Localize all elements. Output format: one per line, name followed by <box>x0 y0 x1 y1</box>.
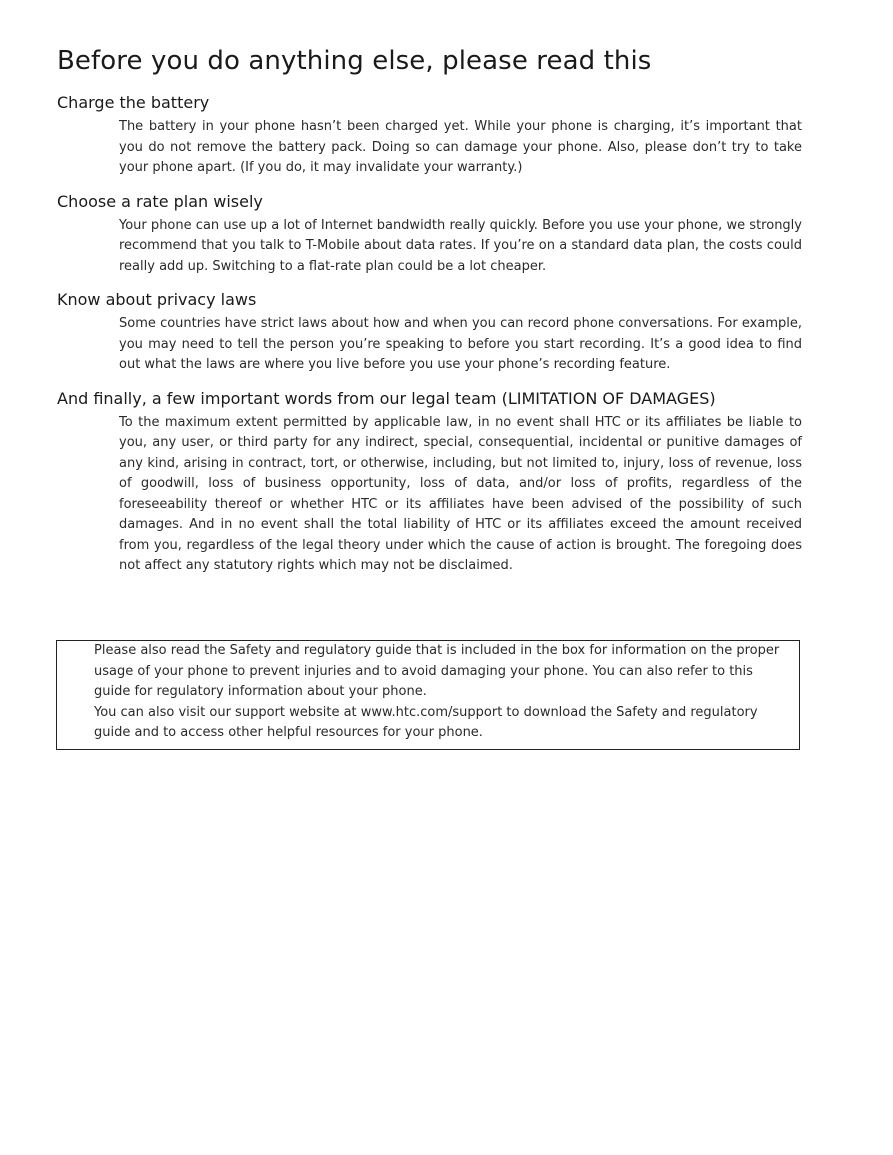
page-title: Before you do anything else, please read this <box>57 46 652 76</box>
section-heading: And finally, a few important words from our legal team (LIMITATION OF DAMAGES) <box>57 388 716 408</box>
section-charge-battery <box>57 92 802 179</box>
section-heading: Choose a rate plan wisely <box>57 191 263 211</box>
section-legal-limitation <box>57 388 802 577</box>
note-box <box>56 640 800 750</box>
document-page <box>57 44 802 589</box>
section-rate-plan <box>57 191 802 278</box>
section-body: The battery in your phone hasn’t been charged yet. While your phone is charging, it’s important that you do not remove the battery pack. Doing so can damage your phone. Also, please don’t try to take your phone apart. (If you do, it may invalidate your warranty.) <box>119 119 802 175</box>
note-paragraph: Please also read the Safety and regulatory guide that is included in the box for information on the proper usage of your phone to prevent injuries and to avoid damaging your phone. You can also refer to this guide for regulatory information about your phone. <box>94 643 780 699</box>
section-body: Some countries have strict laws about how and when you can record phone conversations. For example, you may need to tell the person you’re speaking to before you start recording. It’s a good idea to find out what the laws are where you live before you use your phone’s recording feature. <box>119 316 802 372</box>
section-heading: Know about privacy laws <box>57 290 257 309</box>
section-privacy-laws <box>57 289 802 376</box>
section-heading: Charge the battery <box>57 93 210 112</box>
note-paragraph: You can also visit our support website at www.htc.com/support to download the Safety and regulatory guide and to access other helpful resources for your phone. <box>94 704 758 740</box>
section-body: To the maximum extent permitted by applicable law, in no event shall HTC or its affiliates be liable to you, any user, or third party for any indirect, special, consequential, incidental or punitive damages of any kind, arising in contract, tort, or otherwise, including, but not limited to, injury, loss of revenue, loss of goodwill, loss of business opportunity, loss of data, and/or loss of profits, regardless of the foreseeability thereof or whether HTC or its affiliates have been advised of the possibility of such damages. And in no event shall the total liability of HTC or its affiliates exceed the amount received from you, regardless of the legal theory under which the cause of action is brought. The foregoing does not affect any statutory rights which may not be disclaimed. <box>119 414 802 573</box>
section-body: Your phone can use up a lot of Internet bandwidth really quickly. Before you use your phone, we strongly recommend that you talk to T-Mobile about data rates. If you’re on a standard data plan, the costs could really add up. Switching to a flat-rate plan could be a lot cheaper. <box>119 217 802 274</box>
